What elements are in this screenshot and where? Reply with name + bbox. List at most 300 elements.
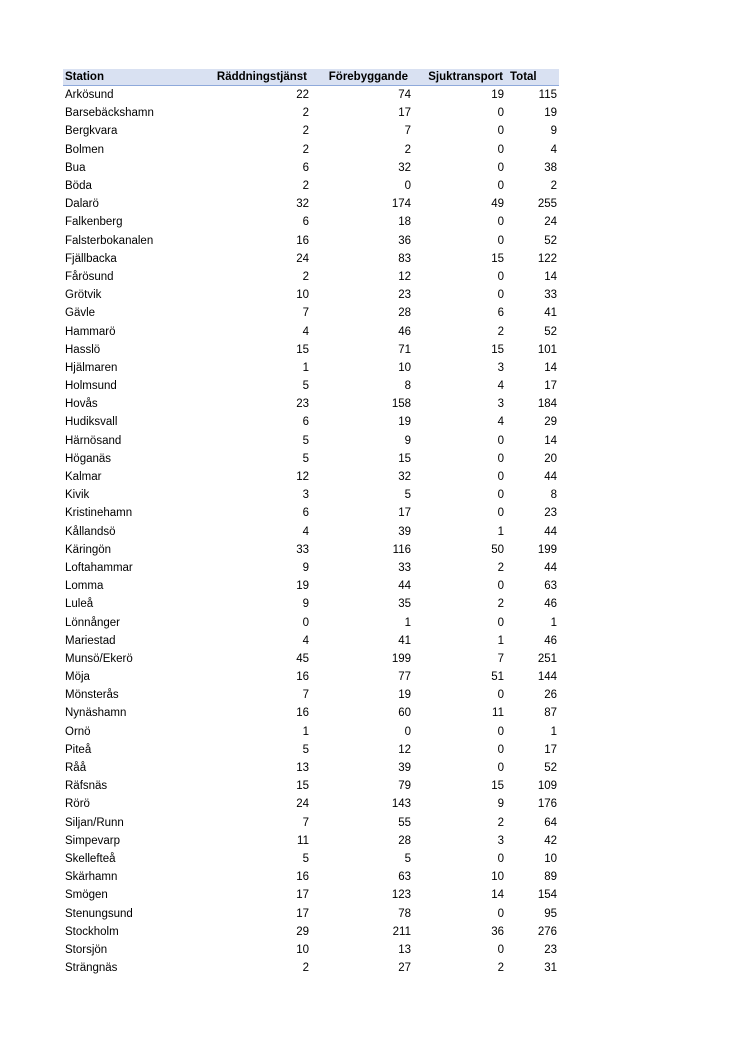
cell-forebyggande: 15 xyxy=(398,452,411,465)
cell-forebyggande: 5 xyxy=(404,852,411,865)
cell-station: Fjällbacka xyxy=(65,252,117,265)
table-row xyxy=(63,886,559,904)
table-body xyxy=(63,86,559,978)
cell-forebyggande: 77 xyxy=(398,671,411,684)
cell-raddningstjanst: 11 xyxy=(297,834,309,847)
cell-total: 46 xyxy=(544,598,557,611)
cell-sjuktransport: 0 xyxy=(497,143,504,156)
cell-forebyggande: 7 xyxy=(404,125,411,138)
cell-sjuktransport: 6 xyxy=(497,307,504,320)
cell-raddningstjanst: 32 xyxy=(296,198,309,211)
cell-total: 19 xyxy=(544,107,557,120)
cell-forebyggande: 12 xyxy=(398,270,411,283)
table-row xyxy=(63,304,559,322)
table-row xyxy=(63,741,559,759)
cell-raddningstjanst: 1 xyxy=(302,361,309,374)
table-row xyxy=(63,523,559,541)
cell-raddningstjanst: 7 xyxy=(302,307,309,320)
table-row xyxy=(63,413,559,431)
cell-sjuktransport: 0 xyxy=(497,216,504,229)
table-row xyxy=(63,322,559,340)
table-row xyxy=(63,395,559,413)
cell-station: Mönsterås xyxy=(65,689,119,702)
table-row xyxy=(63,486,559,504)
cell-total: 9 xyxy=(550,125,557,138)
cell-sjuktransport: 3 xyxy=(497,398,504,411)
cell-sjuktransport: 0 xyxy=(497,616,504,629)
cell-station: Gävle xyxy=(65,307,96,320)
cell-forebyggande: 17 xyxy=(398,107,411,120)
cell-sjuktransport: 3 xyxy=(497,361,504,374)
cell-forebyggande: 0 xyxy=(404,180,411,193)
cell-forebyggande: 55 xyxy=(398,816,411,829)
cell-forebyggande: 83 xyxy=(398,252,411,265)
cell-raddningstjanst: 12 xyxy=(296,471,309,484)
cell-total: 276 xyxy=(537,925,557,938)
cell-raddningstjanst: 4 xyxy=(302,325,309,338)
cell-raddningstjanst: 16 xyxy=(296,871,309,884)
cell-raddningstjanst: 24 xyxy=(296,252,309,265)
cell-sjuktransport: 0 xyxy=(497,180,504,193)
cell-raddningstjanst: 29 xyxy=(296,925,309,938)
cell-raddningstjanst: 10 xyxy=(296,943,309,956)
table-row xyxy=(63,704,559,722)
cell-raddningstjanst: 5 xyxy=(302,380,309,393)
cell-station: Hasslö xyxy=(65,343,101,356)
cell-raddningstjanst: 7 xyxy=(302,816,309,829)
table-row xyxy=(63,759,559,777)
cell-total: 38 xyxy=(544,161,557,174)
cell-station: Luleå xyxy=(65,598,94,611)
cell-forebyggande: 0 xyxy=(404,725,411,738)
cell-raddningstjanst: 22 xyxy=(296,89,309,102)
cell-station: Bua xyxy=(65,161,86,174)
table-row xyxy=(63,450,559,468)
cell-raddningstjanst: 6 xyxy=(302,507,309,520)
cell-forebyggande: 71 xyxy=(398,343,411,356)
cell-forebyggande: 27 xyxy=(398,962,411,975)
table-row xyxy=(63,613,559,631)
cell-forebyggande: 211 xyxy=(392,925,411,938)
cell-station: Kivik xyxy=(65,489,90,502)
table-row xyxy=(63,832,559,850)
cell-total: 255 xyxy=(537,198,557,211)
cell-total: 23 xyxy=(544,507,557,520)
header-row xyxy=(63,69,559,86)
cell-station: Mariestad xyxy=(65,634,116,647)
cell-sjuktransport: 19 xyxy=(491,89,504,102)
cell-sjuktransport: 15 xyxy=(491,343,504,356)
cell-station: Räfsnäs xyxy=(65,780,108,793)
cell-raddningstjanst: 2 xyxy=(302,143,309,156)
cell-station: Munsö/Ekerö xyxy=(65,652,133,665)
table-row xyxy=(63,686,559,704)
cell-total: 14 xyxy=(544,434,557,447)
cell-station: Strängnäs xyxy=(65,962,118,975)
cell-forebyggande: 39 xyxy=(398,762,411,775)
table-row xyxy=(63,723,559,741)
cell-station: Stockholm xyxy=(65,925,119,938)
table-row xyxy=(63,504,559,522)
cell-station: Falkenberg xyxy=(65,216,123,229)
cell-sjuktransport: 0 xyxy=(497,161,504,174)
cell-station: Siljan/Runn xyxy=(65,816,124,829)
table-row xyxy=(63,668,559,686)
cell-station: Falsterbokanalen xyxy=(65,234,154,247)
table-row xyxy=(63,541,559,559)
cell-forebyggande: 35 xyxy=(398,598,411,611)
cell-sjuktransport: 2 xyxy=(497,816,504,829)
cell-sjuktransport: 0 xyxy=(497,471,504,484)
table-row xyxy=(63,377,559,395)
cell-station: Bergkvara xyxy=(65,125,118,138)
cell-station: Fårösund xyxy=(65,270,114,283)
table-row xyxy=(63,632,559,650)
cell-raddningstjanst: 23 xyxy=(296,398,309,411)
cell-raddningstjanst: 17 xyxy=(296,889,309,902)
cell-forebyggande: 33 xyxy=(398,561,411,574)
cell-raddningstjanst: 15 xyxy=(296,780,309,793)
cell-total: 20 xyxy=(544,452,557,465)
table-row xyxy=(63,850,559,868)
table-row xyxy=(63,559,559,577)
table-row xyxy=(63,341,559,359)
table-row xyxy=(63,159,559,177)
cell-station: Storsjön xyxy=(65,943,108,956)
cell-raddningstjanst: 5 xyxy=(302,452,309,465)
cell-raddningstjanst: 9 xyxy=(302,598,309,611)
cell-sjuktransport: 3 xyxy=(497,834,504,847)
cell-forebyggande: 32 xyxy=(398,471,411,484)
cell-raddningstjanst: 4 xyxy=(302,634,309,647)
cell-sjuktransport: 0 xyxy=(497,434,504,447)
cell-total: 52 xyxy=(544,325,557,338)
cell-forebyggande: 19 xyxy=(398,689,411,702)
header-total: Total xyxy=(506,69,559,86)
cell-sjuktransport: 15 xyxy=(491,780,504,793)
cell-total: 1 xyxy=(550,725,557,738)
cell-sjuktransport: 2 xyxy=(497,561,504,574)
cell-sjuktransport: 0 xyxy=(497,489,504,502)
cell-raddningstjanst: 16 xyxy=(296,707,309,720)
cell-total: 10 xyxy=(544,852,557,865)
cell-total: 52 xyxy=(544,234,557,247)
cell-raddningstjanst: 45 xyxy=(296,652,309,665)
cell-total: 17 xyxy=(544,380,557,393)
cell-forebyggande: 5 xyxy=(404,489,411,502)
cell-total: 44 xyxy=(544,471,557,484)
cell-total: 23 xyxy=(544,943,557,956)
header-station: Station xyxy=(63,69,198,86)
cell-forebyggande: 60 xyxy=(398,707,411,720)
cell-sjuktransport: 0 xyxy=(497,852,504,865)
cell-sjuktransport: 0 xyxy=(497,107,504,120)
cell-raddningstjanst: 6 xyxy=(302,416,309,429)
cell-sjuktransport: 0 xyxy=(497,943,504,956)
cell-forebyggande: 19 xyxy=(398,416,411,429)
cell-raddningstjanst: 2 xyxy=(302,107,309,120)
cell-total: 24 xyxy=(544,216,557,229)
cell-sjuktransport: 0 xyxy=(497,762,504,775)
header-raddningstjanst: Räddningstjänst xyxy=(198,69,311,86)
cell-station: Barsebäckshamn xyxy=(65,107,154,120)
cell-station: Kalmar xyxy=(65,471,102,484)
cell-raddningstjanst: 6 xyxy=(302,161,309,174)
cell-total: 115 xyxy=(538,89,557,102)
cell-forebyggande: 63 xyxy=(398,871,411,884)
cell-raddningstjanst: 16 xyxy=(296,671,309,684)
cell-raddningstjanst: 4 xyxy=(302,525,309,538)
cell-forebyggande: 199 xyxy=(391,652,411,665)
cell-raddningstjanst: 5 xyxy=(302,743,309,756)
station-table xyxy=(63,69,559,977)
cell-raddningstjanst: 2 xyxy=(302,180,309,193)
cell-total: 109 xyxy=(537,780,557,793)
cell-total: 46 xyxy=(544,634,557,647)
table-row xyxy=(63,777,559,795)
cell-station: Grötvik xyxy=(65,289,102,302)
cell-raddningstjanst: 24 xyxy=(296,798,309,811)
cell-station: Lönnånger xyxy=(65,616,120,629)
cell-forebyggande: 44 xyxy=(398,580,411,593)
cell-raddningstjanst: 10 xyxy=(296,289,309,302)
cell-sjuktransport: 15 xyxy=(491,252,504,265)
cell-station: Hammarö xyxy=(65,325,116,338)
cell-raddningstjanst: 2 xyxy=(302,270,309,283)
cell-forebyggande: 36 xyxy=(398,234,411,247)
cell-sjuktransport: 2 xyxy=(497,598,504,611)
cell-sjuktransport: 14 xyxy=(491,889,504,902)
table-row xyxy=(63,868,559,886)
cell-sjuktransport: 49 xyxy=(491,198,504,211)
cell-total: 184 xyxy=(537,398,557,411)
cell-station: Höganäs xyxy=(65,452,112,465)
cell-forebyggande: 1 xyxy=(404,616,411,629)
table-row xyxy=(63,650,559,668)
cell-forebyggande: 174 xyxy=(391,198,411,211)
table-row xyxy=(63,941,559,959)
cell-sjuktransport: 0 xyxy=(497,289,504,302)
cell-station: Loftahammar xyxy=(65,561,133,574)
table-row xyxy=(63,177,559,195)
cell-station: Smögen xyxy=(65,889,108,902)
cell-raddningstjanst: 13 xyxy=(296,762,309,775)
cell-station: Kristinehamn xyxy=(65,507,133,520)
cell-station: Kållandsö xyxy=(65,525,116,538)
table-row xyxy=(63,195,559,213)
cell-sjuktransport: 1 xyxy=(497,525,504,538)
cell-sjuktransport: 0 xyxy=(497,270,504,283)
cell-forebyggande: 28 xyxy=(398,307,411,320)
cell-sjuktransport: 2 xyxy=(497,962,504,975)
cell-sjuktransport: 4 xyxy=(497,416,504,429)
table-row xyxy=(63,904,559,922)
cell-station: Holmsund xyxy=(65,380,117,393)
cell-raddningstjanst: 2 xyxy=(302,125,309,138)
cell-total: 52 xyxy=(544,762,557,775)
table-row xyxy=(63,959,559,977)
cell-forebyggande: 28 xyxy=(398,834,411,847)
cell-total: 33 xyxy=(544,289,557,302)
cell-total: 2 xyxy=(550,180,557,193)
table-row xyxy=(63,595,559,613)
cell-total: 122 xyxy=(537,252,557,265)
header-sjuktransport: Sjuktransport xyxy=(413,69,506,86)
cell-station: Skellefteå xyxy=(65,852,116,865)
cell-sjuktransport: 50 xyxy=(491,543,504,556)
cell-station: Nynäshamn xyxy=(65,707,127,720)
cell-sjuktransport: 10 xyxy=(491,871,504,884)
cell-station: Råå xyxy=(65,762,87,775)
cell-forebyggande: 18 xyxy=(398,216,411,229)
cell-station: Piteå xyxy=(65,743,92,756)
cell-total: 8 xyxy=(550,489,557,502)
cell-station: Simpevarp xyxy=(65,834,120,847)
spreadsheet-page xyxy=(63,69,559,977)
cell-raddningstjanst: 19 xyxy=(296,580,309,593)
cell-sjuktransport: 51 xyxy=(491,671,504,684)
table-row xyxy=(63,232,559,250)
cell-forebyggande: 116 xyxy=(392,543,411,556)
table-row xyxy=(63,923,559,941)
cell-forebyggande: 74 xyxy=(398,89,411,102)
cell-forebyggande: 39 xyxy=(398,525,411,538)
cell-raddningstjanst: 9 xyxy=(302,561,309,574)
cell-sjuktransport: 0 xyxy=(497,452,504,465)
cell-raddningstjanst: 15 xyxy=(296,343,309,356)
cell-forebyggande: 32 xyxy=(398,161,411,174)
cell-station: Ornö xyxy=(65,725,91,738)
cell-total: 154 xyxy=(537,889,557,902)
cell-sjuktransport: 0 xyxy=(497,725,504,738)
cell-station: Stenungsund xyxy=(65,907,133,920)
cell-sjuktransport: 2 xyxy=(497,325,504,338)
cell-sjuktransport: 4 xyxy=(497,380,504,393)
table-row xyxy=(63,286,559,304)
cell-total: 31 xyxy=(544,962,557,975)
table-row xyxy=(63,814,559,832)
cell-total: 176 xyxy=(537,798,557,811)
cell-sjuktransport: 0 xyxy=(497,234,504,247)
cell-raddningstjanst: 5 xyxy=(302,434,309,447)
cell-sjuktransport: 0 xyxy=(497,689,504,702)
cell-total: 41 xyxy=(544,307,557,320)
cell-forebyggande: 12 xyxy=(398,743,411,756)
cell-raddningstjanst: 7 xyxy=(302,689,309,702)
cell-total: 1 xyxy=(550,616,557,629)
table-row xyxy=(63,795,559,813)
cell-sjuktransport: 0 xyxy=(497,125,504,138)
cell-sjuktransport: 0 xyxy=(497,743,504,756)
table-row xyxy=(63,468,559,486)
cell-forebyggande: 2 xyxy=(404,143,411,156)
cell-total: 42 xyxy=(544,834,557,847)
cell-raddningstjanst: 6 xyxy=(302,216,309,229)
cell-total: 144 xyxy=(537,671,557,684)
cell-sjuktransport: 1 xyxy=(497,634,504,647)
cell-total: 64 xyxy=(544,816,557,829)
cell-forebyggande: 158 xyxy=(391,398,411,411)
cell-station: Dalarö xyxy=(65,198,99,211)
cell-raddningstjanst: 33 xyxy=(296,543,309,556)
cell-station: Hjälmaren xyxy=(65,361,118,374)
table-row xyxy=(63,250,559,268)
cell-total: 29 xyxy=(544,416,557,429)
cell-total: 87 xyxy=(544,707,557,720)
cell-total: 199 xyxy=(537,543,557,556)
cell-forebyggande: 9 xyxy=(404,434,411,447)
cell-station: Skärhamn xyxy=(65,871,118,884)
cell-total: 101 xyxy=(537,343,557,356)
cell-total: 44 xyxy=(544,561,557,574)
cell-station: Möja xyxy=(65,671,90,684)
cell-station: Böda xyxy=(65,180,92,193)
cell-raddningstjanst: 1 xyxy=(302,725,309,738)
cell-forebyggande: 143 xyxy=(391,798,411,811)
table-row xyxy=(63,86,559,105)
cell-station: Härnösand xyxy=(65,434,122,447)
cell-forebyggande: 46 xyxy=(398,325,411,338)
cell-forebyggande: 78 xyxy=(398,907,411,920)
cell-raddningstjanst: 2 xyxy=(302,962,309,975)
cell-total: 63 xyxy=(544,580,557,593)
cell-raddningstjanst: 0 xyxy=(302,616,309,629)
table-row xyxy=(63,359,559,377)
cell-forebyggande: 8 xyxy=(404,380,411,393)
header-forebyggande: Förebyggande xyxy=(311,69,413,86)
table-row xyxy=(63,268,559,286)
cell-total: 4 xyxy=(550,143,557,156)
cell-sjuktransport: 0 xyxy=(497,507,504,520)
table-row xyxy=(63,432,559,450)
cell-total: 89 xyxy=(544,871,557,884)
table-row xyxy=(63,577,559,595)
table-row xyxy=(63,141,559,159)
cell-raddningstjanst: 17 xyxy=(296,907,309,920)
cell-total: 26 xyxy=(544,689,557,702)
cell-forebyggande: 13 xyxy=(398,943,411,956)
cell-station: Bolmen xyxy=(65,143,104,156)
cell-station: Lomma xyxy=(65,580,104,593)
cell-forebyggande: 17 xyxy=(398,507,411,520)
cell-station: Käringön xyxy=(65,543,112,556)
cell-total: 95 xyxy=(544,907,557,920)
cell-total: 14 xyxy=(544,361,557,374)
cell-forebyggande: 23 xyxy=(398,289,411,302)
cell-forebyggande: 123 xyxy=(391,889,411,902)
cell-raddningstjanst: 5 xyxy=(302,852,309,865)
table-row xyxy=(63,104,559,122)
cell-sjuktransport: 0 xyxy=(497,907,504,920)
cell-forebyggande: 41 xyxy=(398,634,411,647)
cell-total: 17 xyxy=(544,743,557,756)
cell-total: 14 xyxy=(544,270,557,283)
cell-total: 44 xyxy=(544,525,557,538)
cell-sjuktransport: 11 xyxy=(492,707,504,720)
cell-station: Rörö xyxy=(65,798,90,811)
table-row xyxy=(63,213,559,231)
cell-raddningstjanst: 16 xyxy=(296,234,309,247)
cell-raddningstjanst: 3 xyxy=(302,489,309,502)
cell-forebyggande: 10 xyxy=(398,361,411,374)
cell-station: Hudiksvall xyxy=(65,416,118,429)
cell-sjuktransport: 9 xyxy=(497,798,504,811)
cell-sjuktransport: 0 xyxy=(497,580,504,593)
cell-station: Hovås xyxy=(65,398,98,411)
cell-sjuktransport: 7 xyxy=(497,652,504,665)
cell-station: Arkösund xyxy=(65,89,114,102)
cell-total: 251 xyxy=(537,652,557,665)
